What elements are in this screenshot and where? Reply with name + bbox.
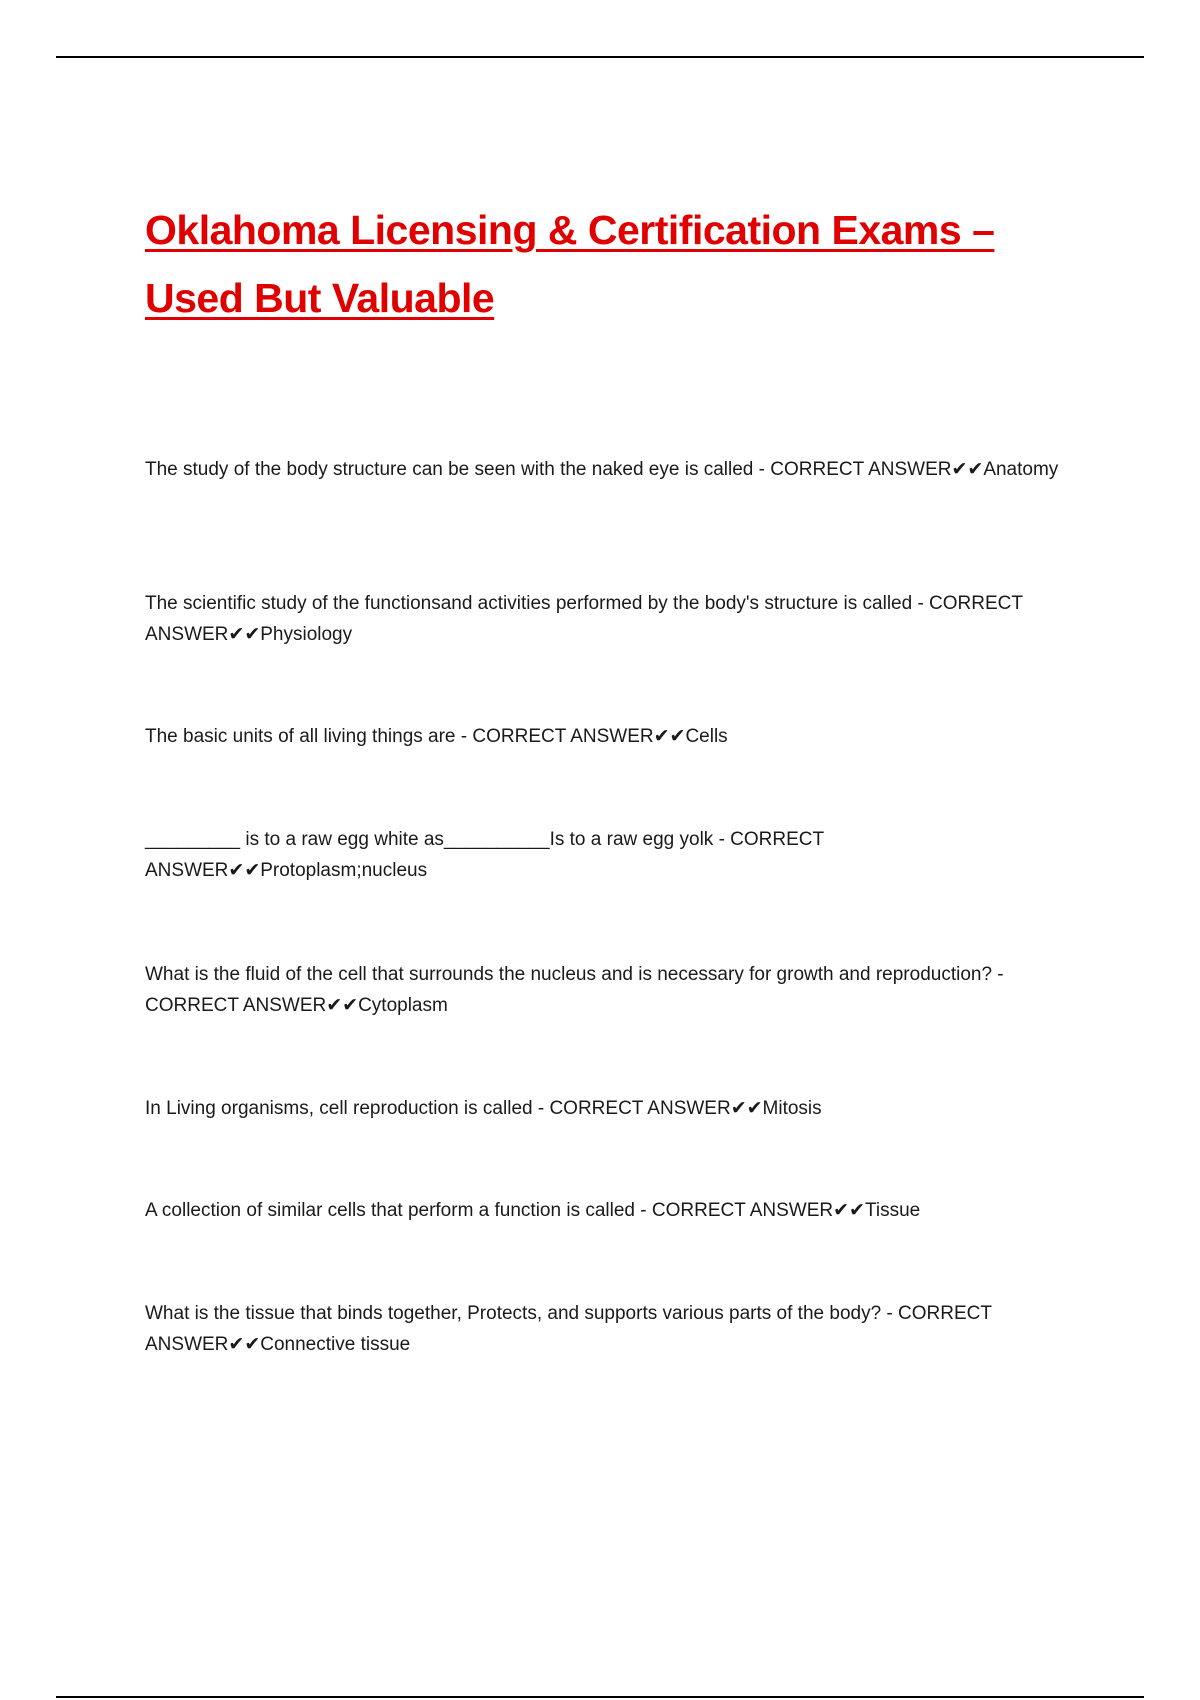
qa-item-8: [145, 1298, 1085, 1360]
qa-item-1: [145, 454, 1085, 485]
qa-item-3: [145, 721, 1085, 752]
qa-answer: Protoplasm;nucleus: [260, 860, 428, 881]
qa-question: The scientific study of the functionsand activities performed by the body's structure is called - CORRECT ANSWER✔✔: [145, 593, 1023, 645]
qa-question: What is the tissue that binds together, Protects, and supports various parts of the body? - CORRECT ANSWER✔✔: [145, 1303, 992, 1355]
bottom-divider: [56, 1696, 1144, 1698]
qa-answer: Cytoplasm: [358, 995, 448, 1016]
qa-answer: Mitosis: [762, 1098, 822, 1119]
qa-question: A collection of similar cells that perform a function is called - CORRECT ANSWER✔✔: [145, 1200, 865, 1221]
qa-item-2: [145, 588, 1085, 650]
qa-answer: Anatomy: [983, 459, 1059, 480]
qa-item-6: [145, 1093, 1085, 1124]
qa-answer: Cells: [685, 726, 728, 747]
qa-question: What is the fluid of the cell that surrounds the nucleus and is necessary for growth and reproduction? - CORRECT ANSWER✔✔: [145, 964, 1004, 1016]
title-line-2: Used But Valuable: [145, 275, 495, 321]
qa-question: The study of the body structure can be seen with the naked eye is called - CORRECT ANSWER✔✔: [145, 459, 984, 480]
qa-question: _________ is to a raw egg white as__________Is to a raw egg yolk - CORRECT ANSWER✔✔: [145, 829, 824, 881]
qa-answer: Physiology: [260, 624, 353, 645]
qa-answer: Connective tissue: [260, 1334, 411, 1355]
document-title: [145, 196, 1105, 332]
qa-item-5: [145, 959, 1085, 1021]
qa-answer: Tissue: [864, 1200, 921, 1221]
top-divider: [56, 56, 1144, 58]
qa-question: The basic units of all living things are - CORRECT ANSWER✔✔: [145, 726, 686, 747]
qa-item-4: [145, 824, 845, 886]
title-line-1: Oklahoma Licensing & Certification Exams –: [145, 207, 995, 253]
qa-item-7: [145, 1195, 1085, 1226]
qa-question: In Living organisms, cell reproduction is called - CORRECT ANSWER✔✔: [145, 1098, 763, 1119]
